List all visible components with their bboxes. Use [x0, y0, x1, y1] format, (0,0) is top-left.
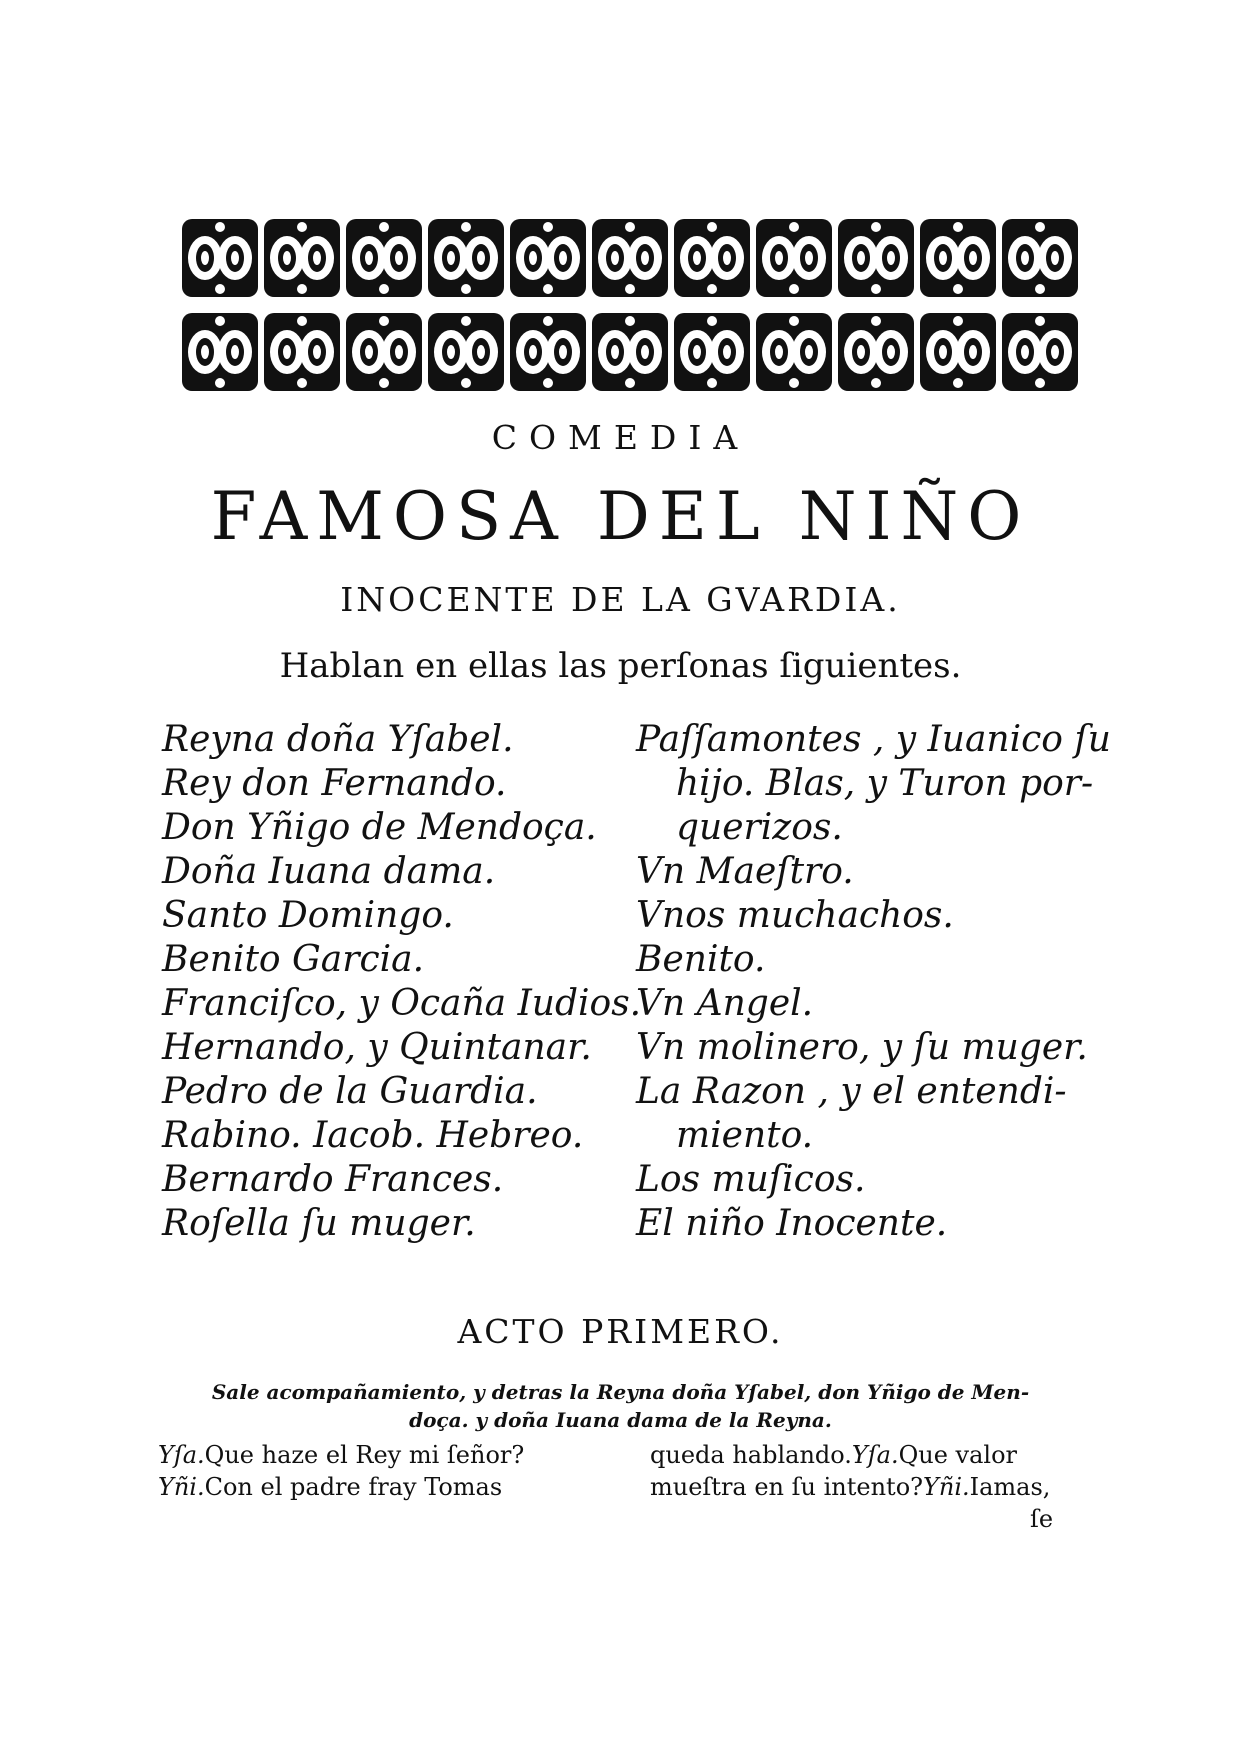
cast-entry: Roſella ſu muger. [162, 1203, 476, 1244]
cast-entry: Vn Maeſtro. [636, 851, 854, 892]
speaker-tag: Yñi. [923, 1473, 970, 1501]
cast-entry: Benito. [636, 939, 766, 980]
cast-entry: hijo. Blas, y Turon por- [676, 763, 1094, 804]
cast-entry: La Razon , y el entendi- [636, 1071, 1067, 1112]
cast-list-left [162, 718, 642, 1246]
dialogue-line [158, 1440, 524, 1470]
cast-entry: Vn Angel. [636, 983, 814, 1024]
cast-entry: Santo Domingo. [162, 895, 454, 936]
cast-entry: querizos. [676, 807, 843, 848]
cast-entry: Rey don Fernando. [162, 763, 507, 804]
ornamental-border [180, 215, 1080, 400]
stage-direction-line: Sale acompañamiento, y detras la Reyna doña Yſabel, don Yñigo de Men- [211, 1380, 1030, 1404]
dialogue-text: Que haze el Rey mi ſeñor? [204, 1441, 525, 1469]
cast-entry: Bernardo Frances. [162, 1159, 504, 1200]
cast-entry: Paſſamontes , y Iuanico ſu [636, 719, 1111, 760]
cast-entry: Hernando, y Quintanar. [162, 1027, 592, 1068]
cast-entry: Franciſco, y Ocaña Iudios. [162, 983, 642, 1024]
speaker-tag: Yñi. [158, 1473, 205, 1501]
cast-entry: Vn molinero, y ſu muger. [636, 1027, 1088, 1068]
speaker-tag: Yſa. [851, 1441, 899, 1469]
act-heading: ACTO PRIMERO. [457, 1312, 784, 1351]
cast-heading: Hablan en ellas las perſonas ſiguientes. [279, 646, 962, 686]
cast-list-right [636, 718, 1111, 1246]
cast-entry: Don Yñigo de Mendoça. [162, 807, 597, 848]
cast-entry: Los muſicos. [636, 1159, 866, 1200]
title-comedia: COMEDIA [491, 418, 750, 457]
dialogue-text: Que valor [898, 1441, 1018, 1469]
cast-entry: Vnos muchachos. [636, 895, 954, 936]
cast-entry: Pedro de la Guardia. [162, 1071, 538, 1112]
speaker-tag: Yſa. [158, 1441, 205, 1469]
ornament-row-bottom [182, 313, 1078, 391]
catchword: ſe [1030, 1505, 1054, 1533]
cast-entry: miento. [676, 1115, 814, 1156]
cast-entry: Benito Garcia. [162, 939, 425, 980]
dialogue-text: mueſtra en ſu intento? [650, 1473, 924, 1501]
cast-entry: El niño Inocente. [636, 1203, 948, 1244]
cast-entry: Reyna doña Yſabel. [162, 719, 514, 760]
stage-direction-line: doça. y doña Iuana dama de la Reyna. [409, 1408, 832, 1432]
dialogue-line [158, 1472, 502, 1502]
dialogue-line [650, 1440, 1017, 1470]
dialogue-text: queda hablando. [650, 1441, 852, 1469]
dialogue-line [650, 1472, 1050, 1502]
dialogue-text: Con el padre fray Tomas [204, 1473, 503, 1501]
ornament-row-top [182, 219, 1078, 297]
dialogue-text: Iamas, [969, 1473, 1051, 1501]
title-main: FAMOSA DEL NIÑO [210, 478, 1031, 555]
cast-entry: Doña Iuana dama. [162, 851, 496, 892]
cast-entry: Rabino. Iacob. Hebreo. [162, 1115, 584, 1156]
title-subtitle: INOCENTE DE LA GVARDIA. [340, 580, 901, 619]
